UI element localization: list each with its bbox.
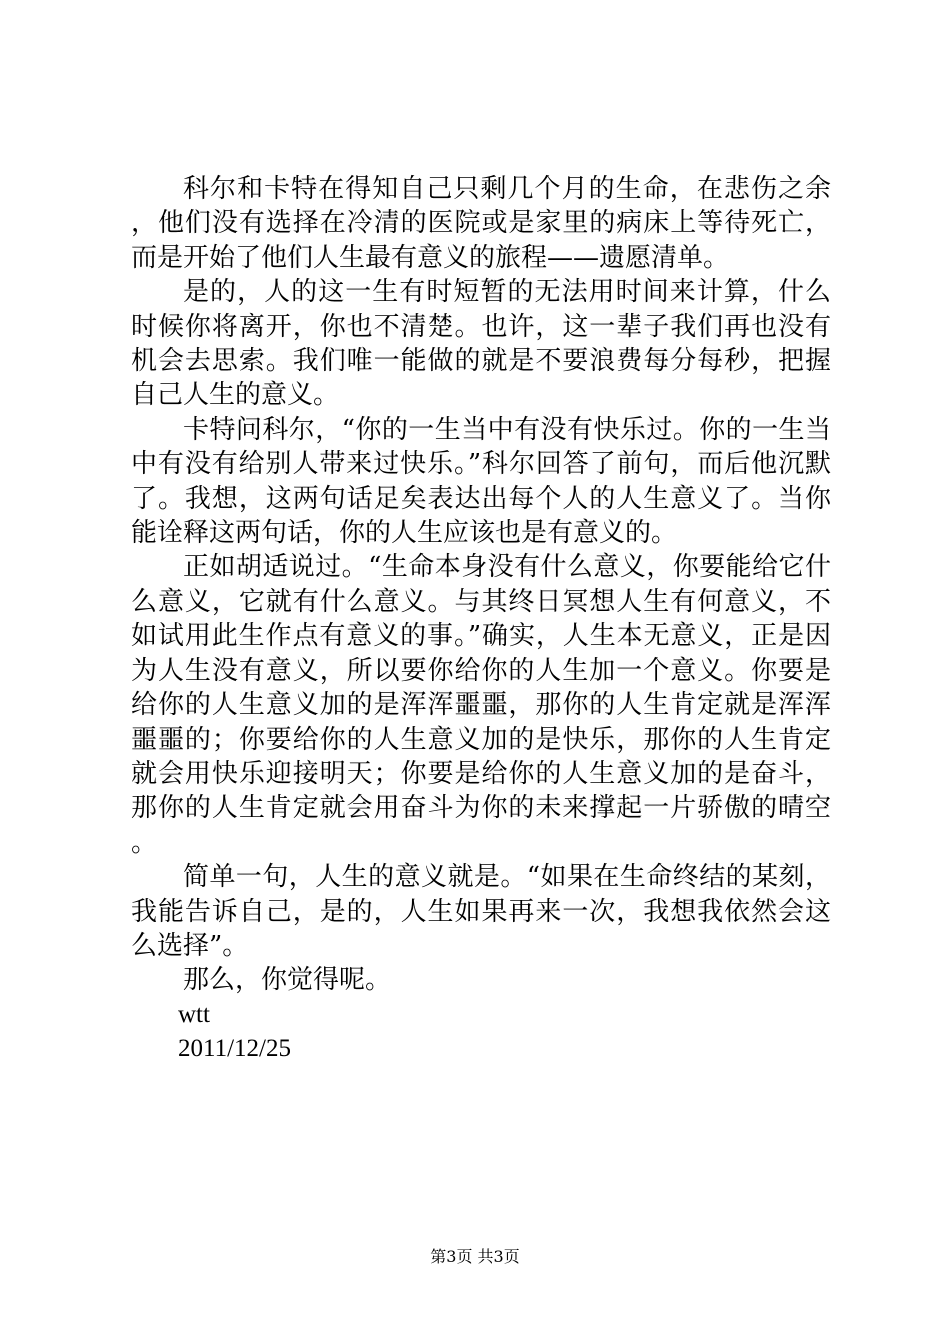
paragraph-2: 是的，人的这一生有时短暂的无法用时间来计算，什么时候你将离开，你也不清楚。也许，这一辈子我们再也没有机会去思索。我们唯一能做的就是不要浪费每分每秒，把握自己人生的意义。 [131,277,831,411]
document-body [131,172,831,1067]
paragraph-4: 正如胡适说过。“生命本身没有什么意义，你要能给它什么意义，它就有什么意义。与其终日冥想人生有何意义，不如试用此生作点有意义的事。”确实，人生本无意义，正是因为人生没有意义，所以要你给你的人生加一个意义。你要是给你的人生意义加的是浑浑噩噩，那你的人生肯定就是浑浑噩噩的；你要给你的人生意义加的是快乐，那你的人生肯定就会用快乐迎接明天；你要是给你的人生意义加的是奋斗，那你的人生肯定就会用奋斗为你的未来撑起一片骄傲的晴空。 [131,552,831,858]
paragraph-1: 科尔和卡特在得知自己只剩几个月的生命，在悲伤之余，他们没有选择在冷清的医院或是家里的病床上等待死亡，而是开始了他们人生最有意义的旅程——遗愿清单。 [131,174,831,273]
paragraph-5: 简单一句，人生的意义就是。“如果在生命终结的某刻，我能告诉自己，是的，人生如果再来一次，我想我依然会这么选择”。 [131,862,831,961]
paragraph-3: 卡特问科尔，“你的一生当中有没有快乐过。你的一生当中有没有给别人带来过快乐。”科尔回答了前句，而后他沉默了。我想，这两句话足矣表达出每个人的人生意义了。当你能诠释这两句话，你的人生应该也是有意义的。 [131,414,831,549]
author-name: wtt [178,1000,210,1028]
page-number-footer: 第3页 共3页 [430,1247,520,1266]
document-date: 2011/12/25 [178,1035,291,1063]
paragraph-6: 那么，你觉得呢。 [183,965,392,996]
